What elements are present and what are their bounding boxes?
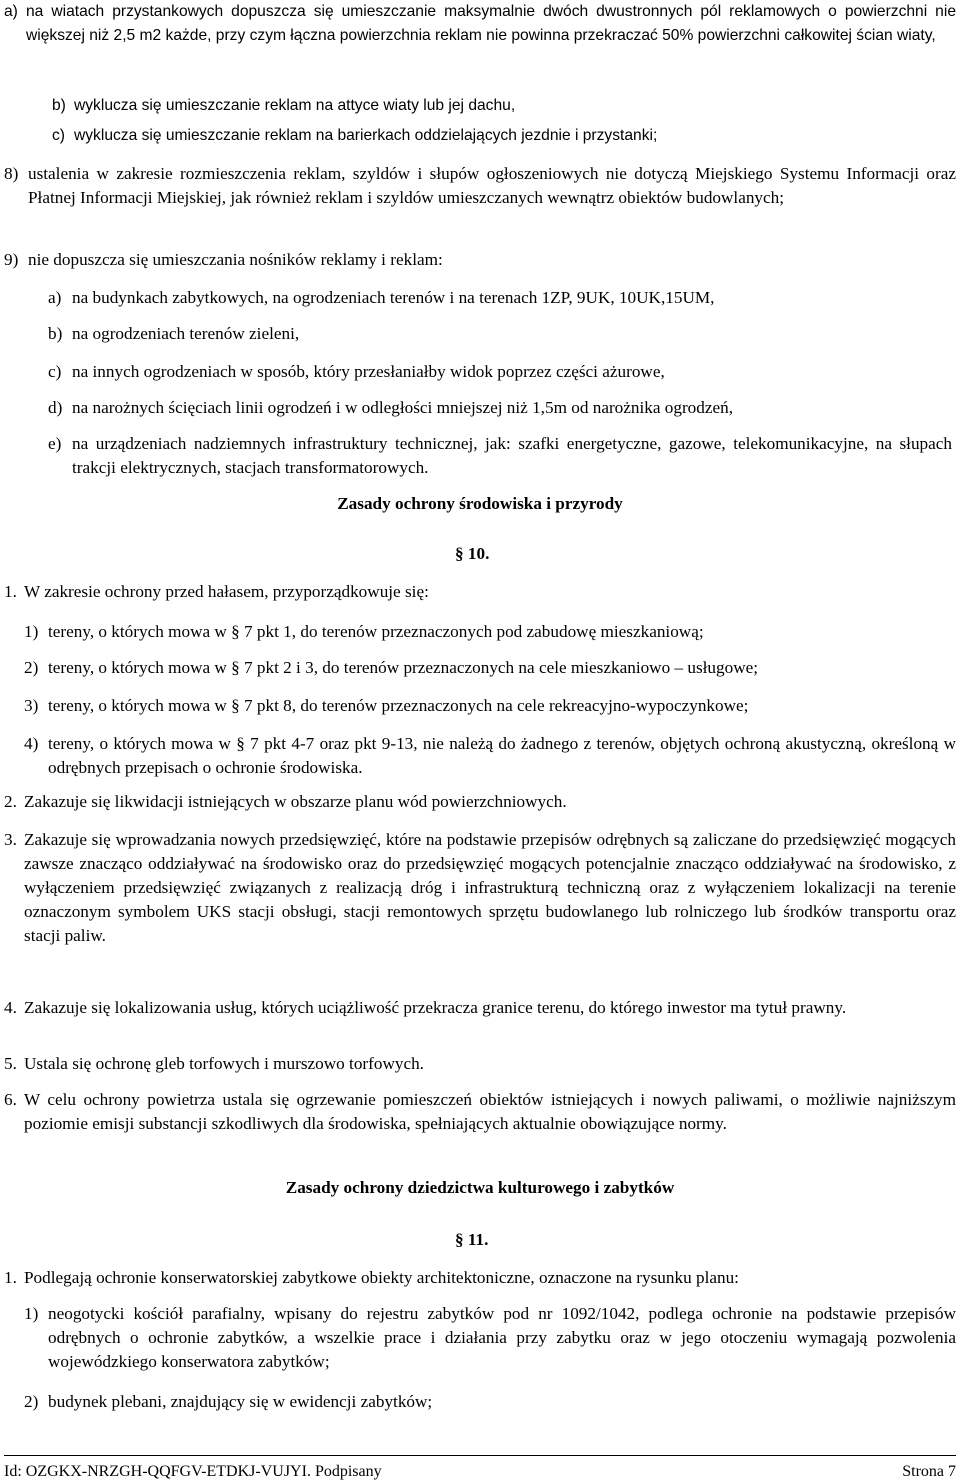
list-item xyxy=(24,694,956,718)
list-item xyxy=(24,732,956,780)
list-item xyxy=(4,1088,956,1136)
section-heading: Zasady ochrony dziedzictwa kulturowego i zabytków xyxy=(285,1178,675,1197)
item-text: W zakresie ochrony przed hałasem, przyporządkowuje się: xyxy=(24,582,429,601)
item-text: wyklucza się umieszczanie reklam na barierkach oddzielających jezdnie i przystanki; xyxy=(74,127,658,144)
item-text: budynek plebani, znajdujący się w ewidencji zabytków; xyxy=(48,1392,433,1411)
item-label: c) xyxy=(48,362,62,381)
item-text: tereny, o których mowa w § 7 pkt 4-7 oraz pkt 9-13, nie należą do żadnego z terenów, objętych ochroną akustyczną, określoną w odrębnych przepisach o ochronie środowiska. xyxy=(48,734,956,777)
list-item xyxy=(4,580,956,604)
item-label: 1) xyxy=(24,1304,39,1323)
list-item xyxy=(24,1302,956,1374)
item-text: nie dopuszcza się umieszczania nośników reklamy i reklam: xyxy=(28,250,443,269)
list-item xyxy=(4,790,956,814)
list-item xyxy=(24,656,956,680)
item-text: na narożnych ścięciach linii ogrodzeń i w odległości mniejszej niż 1,5m od narożnika ogrodzeń, xyxy=(72,398,734,417)
item-label: d) xyxy=(48,398,63,417)
list-item xyxy=(52,94,952,118)
item-label: 3) xyxy=(24,696,39,715)
list-item xyxy=(48,286,952,310)
document-id: Id: OZGKX-NRZGH-QQFGV-ETDKJ-VUJYI. Podpisany xyxy=(4,1463,382,1480)
list-item xyxy=(4,996,956,1020)
item-label: 2) xyxy=(24,1392,39,1411)
item-label: 8) xyxy=(4,164,19,183)
item-label: 4) xyxy=(24,734,39,753)
list-item xyxy=(4,162,956,210)
item-text: wyklucza się umieszczanie reklam na attyce wiaty lub jej dachu, xyxy=(74,97,516,114)
item-text: na innych ogrodzeniach w sposób, który przesłaniałby widok poprzez części ażurowe, xyxy=(72,362,665,381)
item-text: W celu ochrony powietrza ustala się ogrzewanie pomieszczeń obiektów istniejących i nowych paliwami, o możliwie najniższym poziomie emisji substancji szkodliwych dla środowiska, spełniających aktualnie obowiązujące normy. xyxy=(24,1090,956,1133)
list-item xyxy=(4,0,956,48)
item-text: Podlegają ochronie konserwatorskiej zabytkowe obiekty architektoniczne, oznaczone na rysunku planu: xyxy=(24,1268,739,1287)
item-label: c) xyxy=(52,127,65,144)
list-item xyxy=(52,124,952,148)
item-text: na budynkach zabytkowych, na ogrodzeniach terenów i na terenach 1ZP, 9UK, 10UK,15UM, xyxy=(72,288,715,307)
list-item xyxy=(48,432,952,480)
item-text: Zakazuje się wprowadzania nowych przedsięwzięć, które na podstawie przepisów odrębnych są zaliczane do przedsięwzięć mogących zawsze znacząco oddziaływać na środowisko oraz do przedsięwzięć mogących potencjalnie znacząco oddziaływać na środowisko, z wyłączeniem przedsięwzięć związanych z realizacją dróg i infrastrukturą techniczną oraz z wyłączeniem lokalizacji na terenie oznaczonym symbolem UKS stacji obsługi, stacji remontowych sprzętu budowlanego lub rolniczego lub środków transportu oraz stacji paliw. xyxy=(24,830,956,945)
footer-divider xyxy=(4,1455,956,1456)
item-text: neogotycki kościół parafialny, wpisany do rejestru zabytków pod nr 1092/1042, podlega ochronie na podstawie przepisów odrębnych o ochronie zabytków, a wszelkie prace i działania przy zabytku oraz w jego otoczeniu wymagają pozwolenia wojewódzkiego konserwatora zabytków; xyxy=(48,1304,956,1371)
list-item xyxy=(48,396,952,420)
item-label: 2) xyxy=(24,658,39,677)
item-label: 9) xyxy=(4,250,19,269)
item-label: a) xyxy=(48,288,62,307)
item-label: 1. xyxy=(4,1268,17,1287)
list-item xyxy=(4,828,956,948)
section-heading: Zasady ochrony środowiska i przyrody xyxy=(337,494,623,513)
list-item xyxy=(4,1052,956,1076)
list-item xyxy=(24,620,956,644)
item-text: ustalenia w zakresie rozmieszczenia reklam, szyldów i słupów ogłoszeniowych nie dotyczą Miejskiego Systemu Informacji oraz Płatnej Informacji Miejskiej, jak również reklam i szyldów umieszczanych wewnątrz obiektów budowlanych; xyxy=(28,164,956,207)
list-item xyxy=(4,1266,956,1290)
item-label: 5. xyxy=(4,1054,17,1073)
paragraph-number: § 11. xyxy=(455,1230,489,1249)
item-text: na wiatach przystankowych dopuszcza się umieszczanie maksymalnie dwóch dwustronnych pól reklamowych o powierzchni nie większej niż 2,5 m2 każde, przy czym łączna powierzchnia reklam nie powinna przekraczać 50% powierzchni całkowitej ścian wiaty, xyxy=(26,3,956,44)
list-item xyxy=(48,360,952,384)
item-text: Ustala się ochronę gleb torfowych i murszowo torfowych. xyxy=(24,1054,424,1073)
item-label: 1) xyxy=(24,622,39,641)
item-text: tereny, o których mowa w § 7 pkt 8, do terenów przeznaczonych na cele rekreacyjno-wypoczynkowe; xyxy=(48,696,749,715)
item-text: tereny, o których mowa w § 7 pkt 2 i 3, do terenów przeznaczonych na cele mieszkaniowo – usługowe; xyxy=(48,658,759,677)
item-text: Zakazuje się lokalizowania usług, których uciążliwość przekracza granice terenu, do którego inwestor ma tytuł prawny. xyxy=(24,998,847,1017)
item-label: 1. xyxy=(4,582,17,601)
item-text: na urządzeniach nadziemnych infrastruktury technicznej, jak: szafki energetyczne, gazowe, telekomunikacyjne, na słupach trakcji elektrycznych, stacjach transformatorowych. xyxy=(72,434,952,477)
list-item xyxy=(48,322,952,346)
item-label: b) xyxy=(48,324,63,343)
page-number: Strona 7 xyxy=(902,1463,956,1480)
item-text: Zakazuje się likwidacji istniejących w obszarze planu wód powierzchniowych. xyxy=(24,792,567,811)
item-label: e) xyxy=(48,434,62,453)
item-label: 4. xyxy=(4,998,17,1017)
item-label: 3. xyxy=(4,830,17,849)
paragraph-number: § 10. xyxy=(455,544,490,563)
item-label: a) xyxy=(4,3,18,20)
item-text: na ogrodzeniach terenów zieleni, xyxy=(72,324,300,343)
item-label: b) xyxy=(52,97,66,114)
item-label: 6. xyxy=(4,1090,17,1109)
list-item xyxy=(24,1390,956,1414)
list-item xyxy=(4,248,956,272)
item-label: 2. xyxy=(4,792,17,811)
item-text: tereny, o których mowa w § 7 pkt 1, do terenów przeznaczonych pod zabudowę mieszkaniową; xyxy=(48,622,704,641)
